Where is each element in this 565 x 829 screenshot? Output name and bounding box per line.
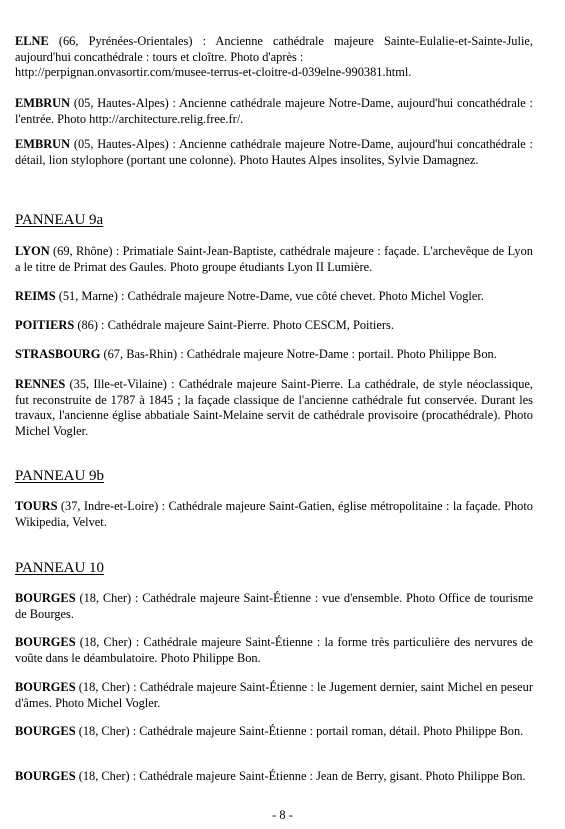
entry-text: (51, Marne) : Cathédrale majeure Notre-Dame, vue côté chevet. Photo Michel Vogler.: [55, 289, 484, 303]
entry-text: (66, Pyrénées-Orientales) : Ancienne cathédrale majeure Sainte-Eulalie-et-Sainte-Julie, aujourd'hui concathédrale : tours et cloître. Photo d'après :: [15, 34, 533, 64]
entry-bourges-3: [15, 680, 533, 711]
entry-heading: ELNE: [15, 34, 49, 48]
entry-text: (86) : Cathédrale majeure Saint-Pierre. Photo CESCM, Poitiers.: [74, 318, 394, 332]
entry-embrun-1: [15, 96, 533, 127]
entry-lyon: [15, 244, 533, 275]
entry-heading: BOURGES: [15, 724, 76, 738]
entry-heading: STRASBOURG: [15, 347, 101, 361]
entry-url: http://perpignan.onvasortir.com/musee-terrus-et-cloitre-d-039elne-990381.html.: [15, 65, 412, 79]
page-number: - 8 -: [272, 808, 293, 822]
entry-text: (69, Rhône) : Primatiale Saint-Jean-Baptiste, cathédrale majeure : façade. L'archevêque de Lyon a le titre de Primat des Gaules. Photo groupe étudiants Lyon II Lumière.: [15, 244, 533, 274]
entry-heading: BOURGES: [15, 635, 76, 649]
entry-text: (18, Cher) : Cathédrale majeure Saint-Étienne : la forme très particulière des nervures de voûte dans le déambulatoire. Photo Philippe Bon.: [15, 635, 533, 665]
section-heading-panneau-9b: PANNEAU 9b: [15, 468, 105, 484]
entry-heading: LYON: [15, 244, 50, 258]
section-heading-panneau-10: PANNEAU 10: [15, 560, 105, 576]
entry-text: (35, Ille-et-Vilaine) : Cathédrale majeure Saint-Pierre. La cathédrale, de style néoclassique, fut reconstruite de 1787 à 1845 ; la façade classique de l'ancienne cathédrale fut conservée. Durant les travaux, l'ancienne église abbatiale Saint-Melaine servit de cathédrale provisoire (procathédrale). Photo Michel Vogler.: [15, 377, 533, 438]
entry-embrun-2: [15, 137, 533, 168]
entry-text: (37, Indre-et-Loire) : Cathédrale majeure Saint-Gatien, église métropolitaine : la façade. Photo Wikipedia, Velvet.: [15, 499, 533, 529]
entry-bourges-4: [15, 724, 533, 740]
entry-heading: BOURGES: [15, 769, 76, 783]
entry-heading: TOURS: [15, 499, 58, 513]
section-heading-panneau-9a: PANNEAU 9a: [15, 212, 104, 228]
entry-heading: POITIERS: [15, 318, 75, 332]
entry-bourges-1: [15, 591, 533, 622]
entry-heading: BOURGES: [15, 680, 76, 694]
entry-rennes: [15, 377, 533, 439]
entry-heading: BOURGES: [15, 591, 76, 605]
entry-elne: [15, 34, 533, 81]
entry-heading: RENNES: [15, 377, 66, 391]
entry-bourges-5: [15, 769, 533, 785]
entry-text: (18, Cher) : Cathédrale majeure Saint-Étienne : portail roman, détail. Photo Philippe Bon.: [75, 724, 524, 738]
entry-text: (18, Cher) : Cathédrale majeure Saint-Étienne : le Jugement dernier, saint Michel en peseur d'âmes. Photo Michel Vogler.: [15, 680, 533, 710]
entry-bourges-2: [15, 635, 533, 666]
entry-text: (05, Hautes-Alpes) : Ancienne cathédrale majeure Notre-Dame, aujourd'hui concathédrale : détail, lion stylophore (portant une colonne). Photo Hautes Alpes insolites, Sylvie Damagnez.: [15, 137, 533, 167]
entry-heading: EMBRUN: [15, 96, 71, 110]
entry-heading: REIMS: [15, 289, 56, 303]
entry-text: (67, Bas-Rhin) : Cathédrale majeure Notre-Dame : portail. Photo Philippe Bon.: [100, 347, 497, 361]
entry-tours: [15, 499, 533, 530]
entry-text: (18, Cher) : Cathédrale majeure Saint-Étienne : Jean de Berry, gisant. Photo Philippe Bon.: [75, 769, 526, 783]
entry-heading: EMBRUN: [15, 137, 71, 151]
entry-text: (05, Hautes-Alpes) : Ancienne cathédrale majeure Notre-Dame, aujourd'hui concathédrale : l'entrée. Photo http://architecture.relig.free.fr/.: [15, 96, 533, 126]
entry-reims: [15, 289, 533, 305]
entry-poitiers: [15, 318, 533, 334]
entry-strasbourg: [15, 347, 533, 363]
entry-text: (18, Cher) : Cathédrale majeure Saint-Étienne : vue d'ensemble. Photo Office de tourisme de Bourges.: [15, 591, 533, 621]
